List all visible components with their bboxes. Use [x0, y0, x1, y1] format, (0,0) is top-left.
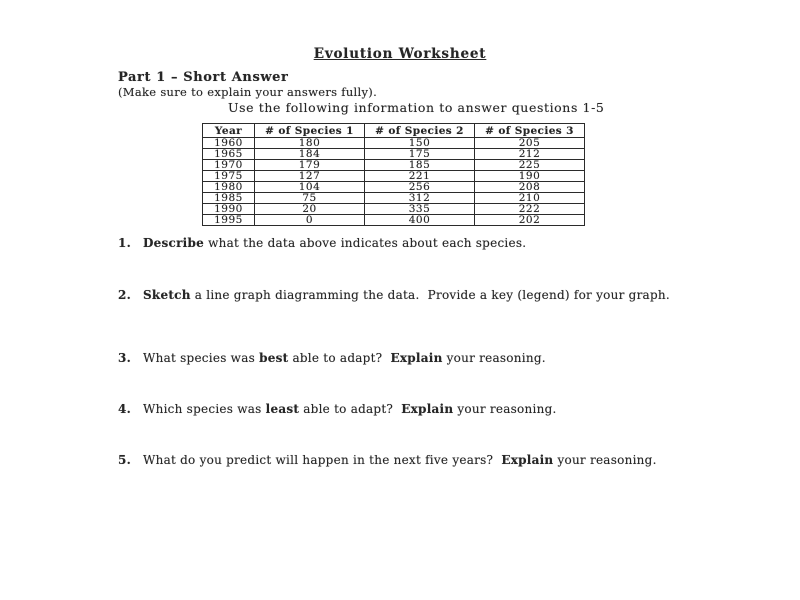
section-note: (Make sure to explain your answers fully). — [118, 85, 378, 99]
table-cell: 75 — [255, 193, 365, 204]
table-cell: 212 — [475, 149, 585, 160]
table-cell: 150 — [365, 138, 475, 149]
table-cell: 335 — [365, 204, 475, 215]
question-text: Which species was least able to adapt? Explain your reasoning. — [143, 402, 557, 416]
table-cell: 1970 — [203, 160, 255, 171]
table-cell: 256 — [365, 182, 475, 193]
table-cell: 179 — [255, 160, 365, 171]
table-cell: 225 — [475, 160, 585, 171]
table-cell: 185 — [365, 160, 475, 171]
table-cell: 180 — [255, 138, 365, 149]
question-number: 4. — [118, 402, 132, 416]
question-item-2 — [118, 288, 718, 302]
table-cell: 1965 — [203, 149, 255, 160]
table-cell: 1990 — [203, 204, 255, 215]
question-item-5 — [118, 453, 718, 467]
table-cell: 1975 — [203, 171, 255, 182]
table-header-cell: # of Species 1 — [255, 124, 365, 138]
table-cell: 175 — [365, 149, 475, 160]
table-cell: 210 — [475, 193, 585, 204]
table-cell: 1960 — [203, 138, 255, 149]
question-item-1 — [118, 236, 718, 250]
question-text: Sketch a line graph diagramming the data. Provide a key (legend) for your graph. — [143, 288, 670, 302]
table-cell: 0 — [255, 215, 365, 226]
table-header-cell: # of Species 3 — [475, 124, 585, 138]
question-text: What species was best able to adapt? Explain your reasoning. — [143, 351, 546, 365]
question-number: 5. — [118, 453, 132, 467]
table-cell: 1995 — [203, 215, 255, 226]
question-number: 3. — [118, 351, 132, 365]
table-cell: 400 — [365, 215, 475, 226]
table-cell: 1980 — [203, 182, 255, 193]
table-cell: 221 — [365, 171, 475, 182]
table-cell: 190 — [475, 171, 585, 182]
table-cell: 202 — [475, 215, 585, 226]
page-title: Evolution Worksheet — [313, 46, 487, 62]
table-cell: 222 — [475, 204, 585, 215]
question-number: 2. — [118, 288, 132, 302]
table-cell: 205 — [475, 138, 585, 149]
question-text: What do you predict will happen in the next five years? Explain your reasoning. — [143, 453, 657, 467]
question-number: 1. — [118, 236, 132, 250]
section-heading: Part 1 – Short Answer — [118, 70, 289, 85]
question-item-3 — [118, 351, 718, 365]
instruction-line: Use the following information to answer questions 1-5 — [228, 100, 605, 115]
table-cell: 1985 — [203, 193, 255, 204]
table-header-cell: # of Species 2 — [365, 124, 475, 138]
table-cell: 127 — [255, 171, 365, 182]
question-text: Describe what the data above indicates about each species. — [143, 236, 527, 250]
table-cell: 184 — [255, 149, 365, 160]
table-cell: 312 — [365, 193, 475, 204]
table-cell: 104 — [255, 182, 365, 193]
table-cell: 20 — [255, 204, 365, 215]
question-item-4 — [118, 402, 718, 416]
table-header-cell: Year — [203, 124, 255, 138]
table-cell: 208 — [475, 182, 585, 193]
